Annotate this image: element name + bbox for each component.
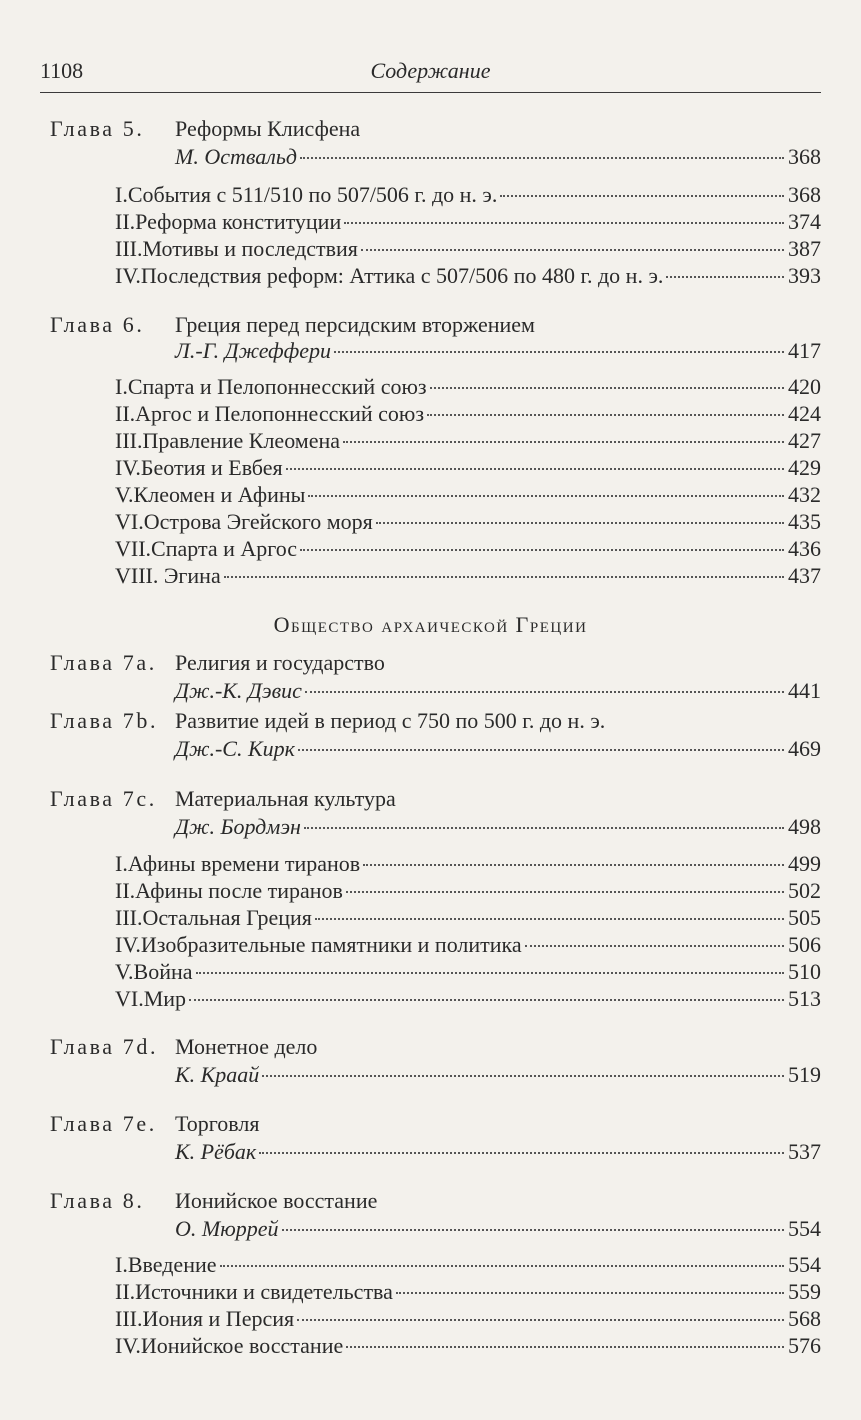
chapter-title: Религия и государство bbox=[175, 650, 385, 675]
toc-author-row bbox=[175, 338, 821, 366]
chapter-heading bbox=[50, 312, 820, 340]
chapter-title: Развитие идей в период с 750 по 500 г. до н. э. bbox=[175, 708, 606, 733]
dot-leader bbox=[297, 1319, 784, 1321]
page-ref: 505 bbox=[788, 905, 821, 930]
dot-leader bbox=[666, 276, 784, 278]
toc-author-row bbox=[175, 1216, 821, 1244]
chapter-heading bbox=[50, 708, 820, 736]
dot-leader bbox=[363, 864, 784, 866]
section-entry: I.Спарта и Пелопоннесский союз bbox=[115, 374, 427, 399]
page-ref: 436 bbox=[788, 536, 821, 561]
section-entry: III.Остальная Греция bbox=[115, 905, 312, 930]
running-head: Содержание bbox=[370, 58, 491, 83]
toc-row bbox=[115, 905, 821, 933]
toc-row bbox=[115, 1306, 821, 1334]
page-ref: 559 bbox=[788, 1279, 821, 1304]
dot-leader bbox=[300, 157, 784, 159]
dot-leader bbox=[259, 1152, 784, 1154]
chapter-heading bbox=[50, 116, 820, 144]
dot-leader bbox=[304, 827, 784, 829]
dot-leader bbox=[334, 351, 784, 353]
dot-leader bbox=[308, 495, 784, 497]
toc-author-row bbox=[175, 678, 821, 706]
page-ref: 441 bbox=[788, 678, 821, 703]
toc-row bbox=[115, 932, 821, 960]
section-entry: I.События с 511/510 по 507/506 г. до н. э. bbox=[115, 182, 498, 207]
page-ref: 502 bbox=[788, 878, 821, 903]
page-ref: 368 bbox=[788, 182, 821, 207]
toc-row bbox=[115, 959, 821, 987]
toc-row bbox=[115, 401, 821, 429]
chapter-heading bbox=[50, 1111, 820, 1139]
toc-row bbox=[115, 563, 821, 591]
section-entry: I.Введение bbox=[115, 1252, 217, 1277]
chapter-title: Монетное дело bbox=[175, 1034, 318, 1059]
section-entry: II.Афины после тиранов bbox=[115, 878, 343, 903]
toc-row bbox=[115, 986, 821, 1014]
toc-author-row bbox=[175, 736, 821, 764]
chapter-author: К. Рёбак bbox=[175, 1139, 257, 1164]
page-ref: 387 bbox=[788, 236, 821, 261]
page-ref: 420 bbox=[788, 374, 821, 399]
section-entry: III.Иония и Персия bbox=[115, 1306, 295, 1331]
toc-row bbox=[115, 851, 821, 879]
toc-row bbox=[115, 878, 821, 906]
section-entry: II.Аргос и Пелопоннесский союз bbox=[115, 401, 425, 426]
chapter-title: Реформы Клисфена bbox=[175, 116, 361, 141]
page-ref: 513 bbox=[788, 986, 821, 1011]
section-entry: VI.Острова Эгейского моря bbox=[115, 509, 373, 534]
toc-row bbox=[115, 428, 821, 456]
page-ref: 427 bbox=[788, 428, 821, 453]
toc-author-row bbox=[175, 1062, 821, 1090]
chapter-title: Греция перед персидским вторжением bbox=[175, 312, 535, 337]
page-ref: 506 bbox=[788, 932, 821, 957]
toc-row bbox=[115, 1279, 821, 1307]
dot-leader bbox=[282, 1229, 785, 1231]
page-header bbox=[40, 56, 821, 93]
page-ref: 417 bbox=[788, 338, 821, 363]
section-entry: IV.Изобразительные памятники и политика bbox=[115, 932, 522, 957]
dot-leader bbox=[315, 918, 784, 920]
page-ref: 554 bbox=[788, 1216, 821, 1241]
dot-leader bbox=[343, 441, 784, 443]
page-ref: 510 bbox=[788, 959, 821, 984]
chapter-label: Глава 6. bbox=[50, 312, 145, 337]
page-ref: 576 bbox=[788, 1333, 821, 1358]
dot-leader bbox=[346, 891, 784, 893]
chapter-author: О. Мюррей bbox=[175, 1216, 279, 1241]
section-entry: II.Реформа конституции bbox=[115, 209, 342, 234]
page-ref: 498 bbox=[788, 814, 821, 839]
toc-row bbox=[115, 209, 821, 237]
section-entry: IV.Беотия и Евбея bbox=[115, 455, 283, 480]
dot-leader bbox=[196, 972, 784, 974]
page-ref: 519 bbox=[788, 1062, 821, 1087]
chapter-heading bbox=[50, 786, 820, 814]
page-ref: 554 bbox=[788, 1252, 821, 1277]
dot-leader bbox=[224, 576, 784, 578]
chapter-title: Материальная культура bbox=[175, 786, 396, 811]
chapter-label: Глава 7b. bbox=[50, 708, 159, 733]
page-ref: 469 bbox=[788, 736, 821, 761]
dot-leader bbox=[430, 387, 784, 389]
page-ref: 424 bbox=[788, 401, 821, 426]
toc-row bbox=[115, 263, 821, 291]
section-entry: II.Источники и свидетельства bbox=[115, 1279, 393, 1304]
section-entry: IV.Ионийское восстание bbox=[115, 1333, 344, 1358]
page-ref: 374 bbox=[788, 209, 821, 234]
chapter-author: К. Краай bbox=[175, 1062, 260, 1087]
section-entry: VI.Мир bbox=[115, 986, 187, 1011]
chapter-label: Глава 7а. bbox=[50, 650, 157, 675]
chapter-label: Глава 7d. bbox=[50, 1034, 159, 1059]
dot-leader bbox=[525, 945, 784, 947]
chapter-author: Л.-Г. Джеффери bbox=[175, 338, 331, 363]
section-entry: III.Мотивы и последствия bbox=[115, 236, 358, 261]
page-ref: 435 bbox=[788, 509, 821, 534]
chapter-title: Ионийское восстание bbox=[175, 1188, 378, 1213]
dot-leader bbox=[262, 1075, 784, 1077]
page-ref: 432 bbox=[788, 482, 821, 507]
chapter-author: М. Оствальд bbox=[175, 144, 297, 169]
dot-leader bbox=[298, 749, 784, 751]
page-ref: 368 bbox=[788, 144, 821, 169]
toc-row bbox=[115, 455, 821, 483]
toc-row bbox=[115, 536, 821, 564]
section-entry: IV.Последствия реформ: Аттика с 507/506 по 480 г. до н. э. bbox=[115, 263, 664, 288]
dot-leader bbox=[346, 1346, 784, 1348]
section-title: Общество архаической Греции bbox=[273, 612, 588, 637]
dot-leader bbox=[500, 195, 784, 197]
page-number: 1108 bbox=[40, 58, 84, 83]
toc-author-row bbox=[175, 144, 821, 172]
dot-leader bbox=[220, 1265, 784, 1267]
section-entry: VIII. Эгина bbox=[115, 563, 221, 588]
section-entry: III.Правление Клеомена bbox=[115, 428, 341, 453]
chapter-author: Дж.-С. Кирк bbox=[175, 736, 295, 761]
page-ref: 568 bbox=[788, 1306, 821, 1331]
chapter-author: Дж.-К. Дэвис bbox=[175, 678, 302, 703]
dot-leader bbox=[376, 522, 784, 524]
dot-leader bbox=[427, 414, 784, 416]
toc-row bbox=[115, 236, 821, 264]
toc-row bbox=[115, 482, 821, 510]
dot-leader bbox=[361, 249, 784, 251]
section-entry: VII.Спарта и Аргос bbox=[115, 536, 298, 561]
chapter-title: Торговля bbox=[175, 1111, 260, 1136]
dot-leader bbox=[300, 549, 784, 551]
dot-leader bbox=[396, 1292, 784, 1294]
chapter-label: Глава 7с. bbox=[50, 786, 157, 811]
dot-leader bbox=[344, 222, 784, 224]
page-ref: 437 bbox=[788, 563, 821, 588]
chapter-heading bbox=[50, 1034, 820, 1062]
section-entry: V.Война bbox=[115, 959, 193, 984]
toc-row bbox=[115, 509, 821, 537]
chapter-author: Дж. Бордмэн bbox=[175, 814, 301, 839]
toc-row bbox=[115, 1252, 821, 1280]
page-ref: 499 bbox=[788, 851, 821, 876]
chapter-label: Глава 5. bbox=[50, 116, 145, 141]
page-ref: 393 bbox=[788, 263, 821, 288]
section-entry: I.Афины времени тиранов bbox=[115, 851, 361, 876]
chapter-label: Глава 8. bbox=[50, 1188, 145, 1213]
chapter-label: Глава 7е. bbox=[50, 1111, 157, 1136]
chapter-heading bbox=[50, 650, 820, 678]
toc-row bbox=[115, 1333, 821, 1361]
toc-author-row bbox=[175, 814, 821, 842]
section-entry: V.Клеомен и Афины bbox=[115, 482, 306, 507]
dot-leader bbox=[305, 691, 784, 693]
dot-leader bbox=[189, 999, 784, 1001]
dot-leader bbox=[286, 468, 784, 470]
toc-row bbox=[115, 374, 821, 402]
toc-author-row bbox=[175, 1139, 821, 1167]
page-ref: 537 bbox=[788, 1139, 821, 1164]
page-ref: 429 bbox=[788, 455, 821, 480]
chapter-heading bbox=[50, 1188, 820, 1216]
toc-row bbox=[115, 182, 821, 210]
